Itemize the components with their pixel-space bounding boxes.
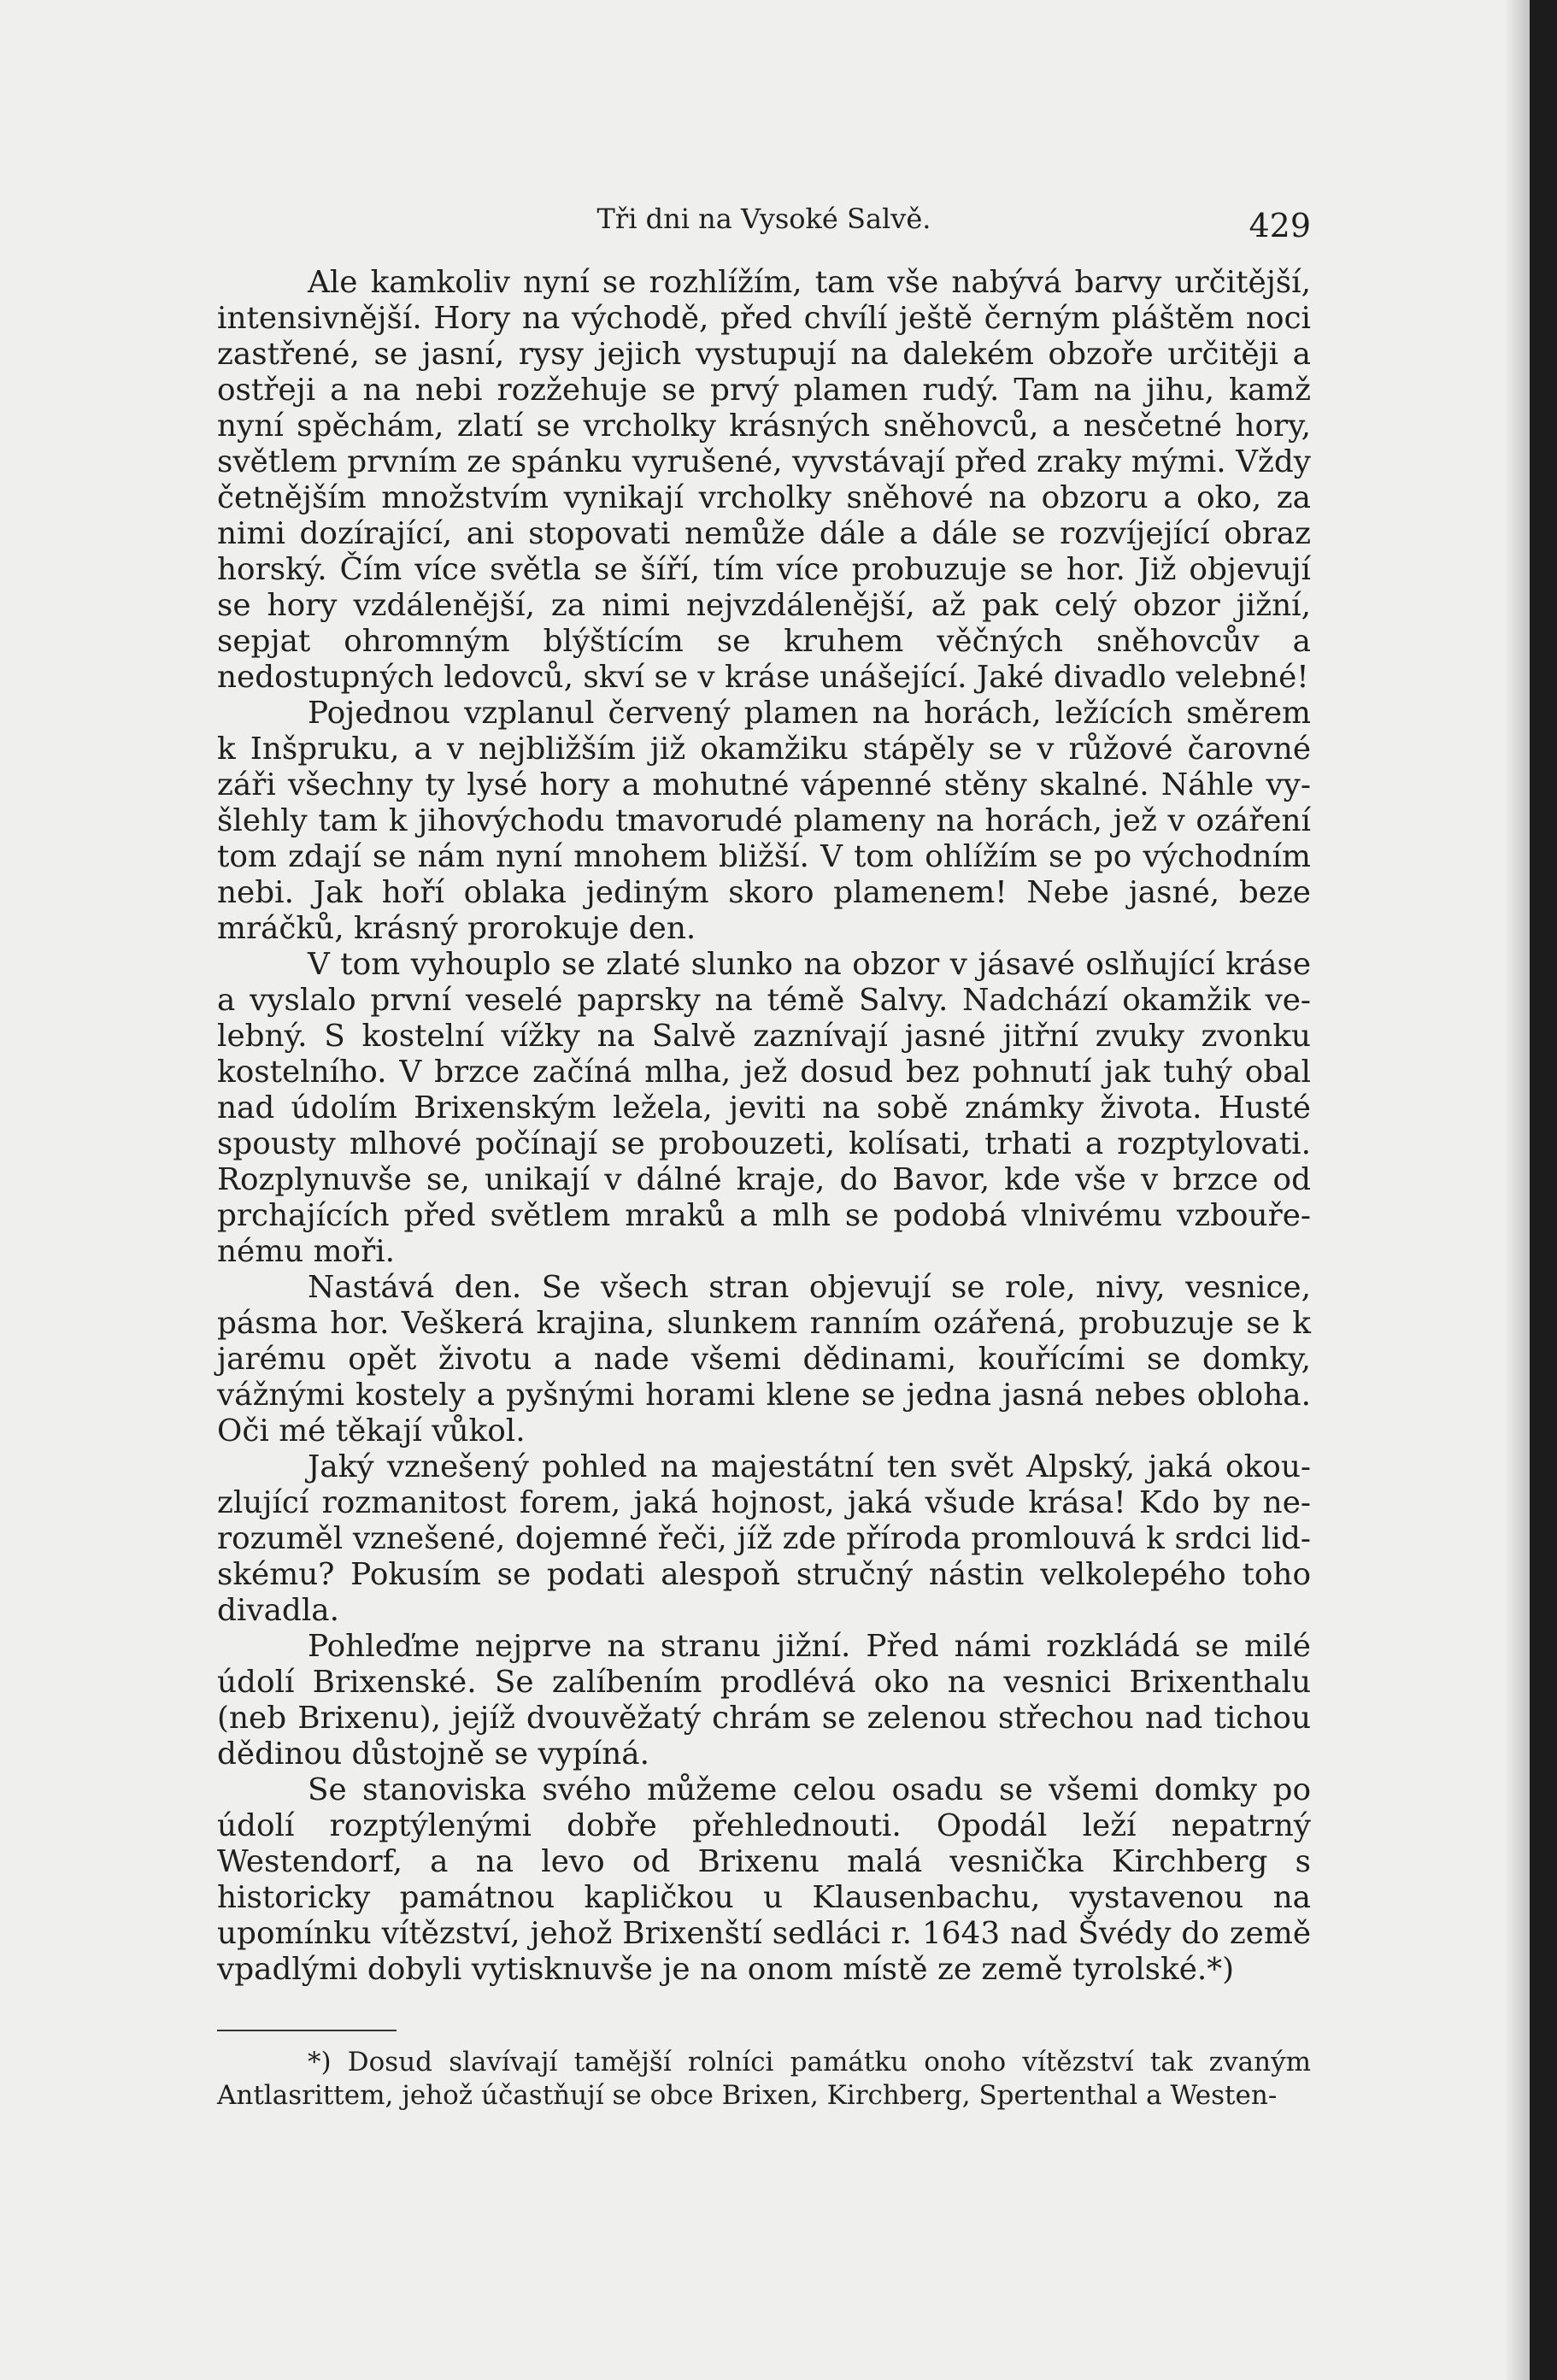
page-header [217, 197, 1311, 250]
paragraph-7: Se stanoviska svého můžeme celou osadu se všemi domky po údolí rozptýlenými dobře přehlednouti. Opodál leží nepatrný Westendorf, a na levo od Brixenu malá vesnička Kirchberg s historicky památnou kapličkou u Klausenbachu, vystavenou na upomínku vítězství, jehož Brixenští sedláci r. 1643 nad Švédy do země vpadlými dobyli vytisknuvše je na onom místě ze země tyrolské.*) [217, 1772, 1311, 1987]
running-title: Tři dni na Vysoké Salvě. [596, 203, 931, 235]
page-text-block [217, 197, 1311, 2113]
paragraph-2: Pojednou vzplanul červený plamen na horách, ležících směrem k Inšpruku, a v nejbližším již okamžiku stápěly se v růžové čarovné záři všechny ty lysé hory a mohutné vápenné stěny skalné. Náhle vyšlehly tam k jihovýchodu tmavorudé plameny na horách, jež v ozáření tom zdají se nám nyní mnohem bližší. V tom ohlížím se po východním nebi. Jak hoří oblaka jediným skoro plamenem! Nebe jasné, beze mráčků, krásný prorokuje den. [217, 696, 1311, 946]
paragraph-3: V tom vyhouplo se zlaté slunko na obzor v jásavé oslňující kráse a vyslalo první veselé paprsky na témě Salvy. Nadchází okamžik velebný. S kostelní vížky na Salvě zaznívají jasné jitřní zvuky zvonku kostelního. V brzce začíná mlha, jež dosud bez pohnutí jak tuhý obal nad údolím Brixenským ležela, jeviti na sobě známky života. Husté spousty mlhové počínají se probouzeti, kolísati, trhati a rozptylovati. Rozplynuvše se, unikají v dálné kraje, do Bavor, kde vše v brzce od prchajících před světlem mraků a mlh se podobá vlnivému vzbouřenému moři. [217, 947, 1311, 1269]
footnote-separator [217, 2030, 397, 2031]
paragraph-5: Jaký vznešený pohled na majestátní ten svět Alpský, jaká okouzlující rozmanitost forem, jaká hojnost, jaká všude krása! Kdo by nerozuměl vznešené, dojemné řeči, jíž zde příroda promlouvá k srdci lidskému? Pokusím se podati alespoň stručný nástin velkolepého toho divadla. [217, 1449, 1311, 1628]
paragraph-4: Nastává den. Se všech stran objevují se role, nivy, vesnice, pásma hor. Veškerá krajina, slunkem ranním ozářená, probuzuje se k jarému opět životu a nade všemi dědinami, kouřícími se domky, vážnými kostely a pyšnými horami klene se jedna jasná nebes obloha. Oči mé těkají vůkol. [217, 1270, 1311, 1449]
page-number: 429 [1249, 207, 1311, 244]
paragraph-6: Pohleďme nejprve na stranu jižní. Před námi rozkládá se milé údolí Brixenské. Se zalíbením prodlévá oko na vesnici Brixenthalu (neb Brixenu), jejíž dvouvěžatý chrám se zelenou střechou nad tichou dědinou důstojně se vypíná. [217, 1629, 1311, 1772]
scan-border [1530, 0, 1557, 2380]
footnote: *) Dosud slavívají tamější rolníci památku onoho vítězství tak zvaným Antlasrittem, jehož účastňují se obce Brixen, Kirchberg, Spertenthal a Westen- [217, 2047, 1311, 2111]
paragraph-1: Ale kamkoliv nyní se rozhlížím, tam vše nabývá barvy určitější, intensivnější. Hory na východě, před chvílí ještě černým pláštěm noci zastřené, se jasní, rysy jejich vystupují na dalekém obzoře určitěji a ostřeji a na nebi rozžehuje se prvý plamen rudý. Tam na jihu, kamž nyní spěchám, zlatí se vrcholky krásných sněhovců, a nesčetné hory, světlem prvním ze spánku vyrušené, vyvstávají před zraky mými. Vždy četnějším množstvím vynikají vrcholky sněhové na obzoru a oko, za nimi dozírající, ani stopovati nemůže dále a dále se rozvíjející obraz horský. Čím více světla se šíří, tím více probuzuje se hor. Již objevují se hory vzdálenější, za nimi nejvzdálenější, až pak celý obzor jižní, sepjat ohromným blýštícím se kruhem věčných sněhovcův a nedostupných ledovců, skví se v kráse unášející. Jaké divadlo velebné! [217, 265, 1311, 695]
page-edge-shadow [1504, 0, 1530, 2380]
